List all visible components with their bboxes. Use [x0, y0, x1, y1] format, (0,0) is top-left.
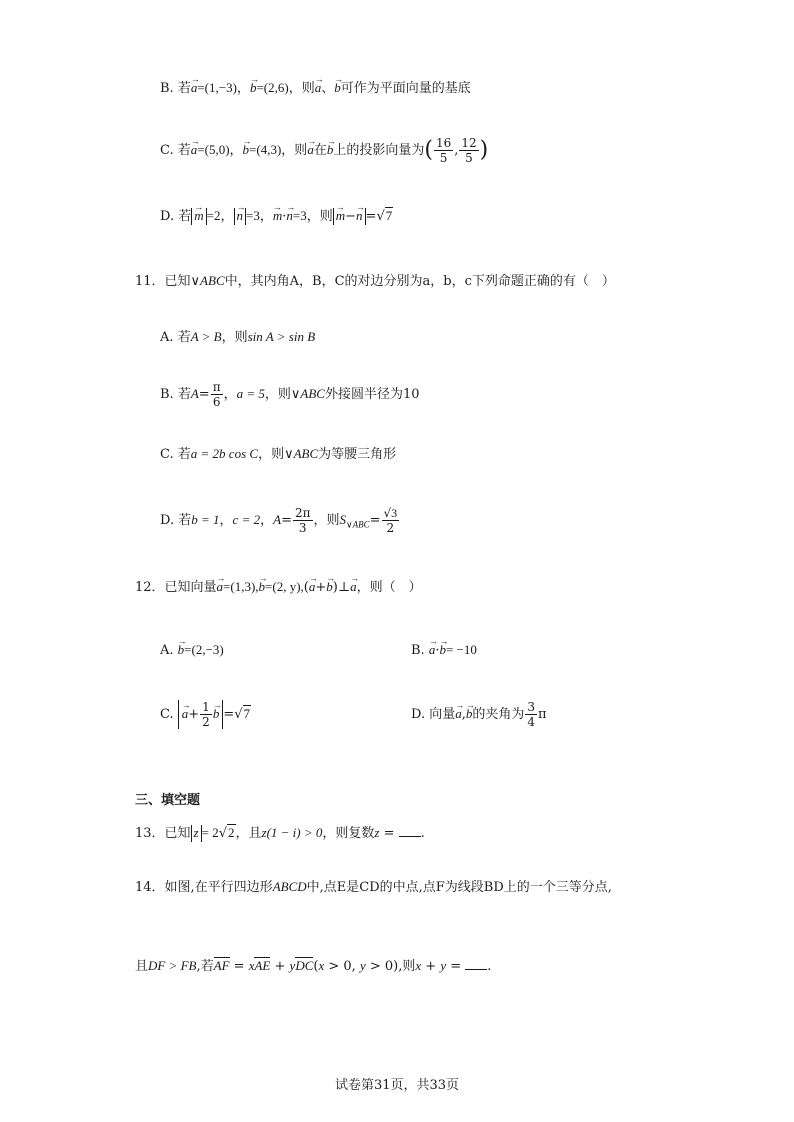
q10-option-c: C. 若→ a=(5,0)，→ b=(4,3)，则→ a在→ b上的投影向量为( $\frac{16}{5}$ , $\frac{12}{5}$ ) — [160, 136, 488, 165]
q12-option-a: A. → b=(2,−3) — [160, 641, 224, 660]
section-title-fill-in: 三、填空题 — [135, 793, 201, 808]
q13-answer-blank[interactable] — [399, 824, 421, 837]
q14-answer-blank[interactable] — [465, 957, 487, 970]
page-footer: 试卷第31页，共33页 — [334, 1078, 460, 1093]
q12-stem: 12．已知向量→ a=(1,3),→ b=(2, y),(→ a+→ b)⊥→ a，则（ ） — [135, 578, 422, 597]
q11-option-c: C. 若a = 2b cos C，则∨ABC为等腰三角形 — [160, 446, 397, 462]
q11-option-b: B. 若A= $\frac{\pi}{6}$ ，a = 5，则∨ABC外接圆半径为10 — [160, 380, 420, 409]
q11-option-a: A. 若A > B，则sin A > sin B — [160, 329, 316, 345]
q11-stem: 11．已知∨ABC中，其内角A，B，C的对边分别为a，b，c下列命题正确的有（ ） — [135, 273, 615, 289]
q14-line2: 且DF > FB,若AF = xAE + yDC(x > 0, y > 0),则x + y = . — [135, 958, 492, 974]
q12-option-c: C. → a+ $\frac{1}{2}$ → b =√7 — [160, 700, 251, 729]
q12-option-d: D. 向量→ a,→ b的夹角为 $\frac{3}{4}$ π — [411, 700, 547, 729]
q10-option-b: B. 若→ a=(1,−3)，→ b=(2,6)，则→ a、→ b可作为平面向量的基底 — [160, 79, 471, 98]
q13: 13．已知 z = 2√2，且z(1 − i) > 0，则复数z = . — [135, 825, 425, 841]
q11-option-d: D. 若b = 1，c = 2，A= $\frac{2\pi}{3}$ ，则$S_{\vee ABC}=$ $\frac{√3}{2}$ — [160, 506, 398, 535]
q10-option-d: D. 若→ m =2，→ n =3，→ m·→ n=3，则→ m−→ n =√7 — [160, 207, 393, 226]
q12-option-b: B. → a·→ b= −10 — [411, 641, 477, 660]
q14-line1: 14．如图,在平行四边形ABCD中,点E是CD的中点,点F为线段BD上的一个三等分点, — [135, 879, 612, 895]
